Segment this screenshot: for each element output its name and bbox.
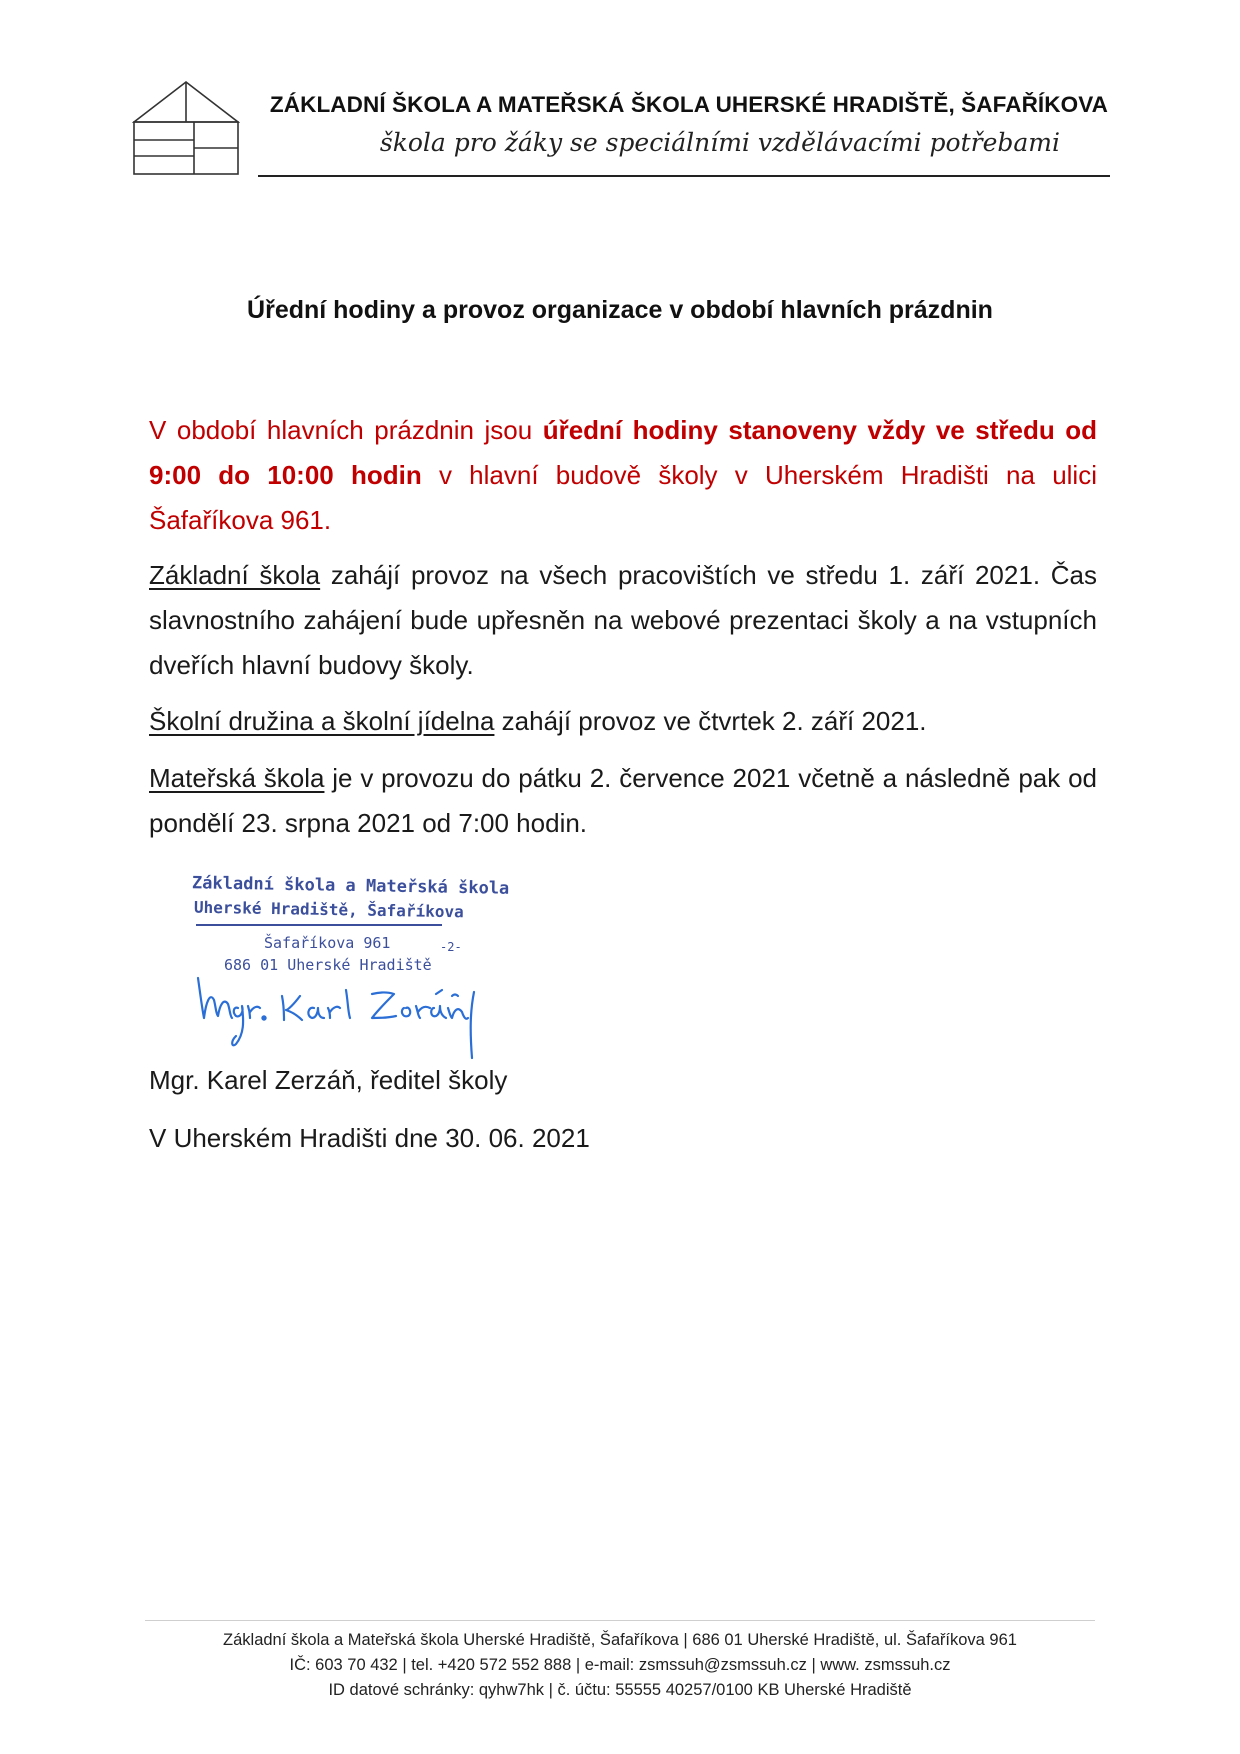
elementary-school-text: zahájí provoz na všech pracovištích ve středu 1. září 2021. Čas slavnostního zahájení bude upřesněn na webové prezentaci školy a na vstupních dveřích hlavní budovy školy. [149, 560, 1097, 680]
document-date: V Uherském Hradišti dne 30. 06. 2021 [149, 1123, 590, 1153]
after-school-club-label: Školní družina a školní jídelna [149, 706, 495, 736]
stamp-number: -2- [440, 940, 462, 954]
school-name: ZÁKLADNÍ ŠKOLA A MATEŘSKÁ ŠKOLA UHERSKÉ HRADIŠTĚ, ŠAFAŘÍKOVA [269, 92, 1108, 117]
after-school-club-text: zahájí provoz ve čtvrtek 2. září 2021. [494, 706, 927, 736]
stamp-line-2: Uherské Hradiště, Šafaříkova [193, 897, 464, 922]
stamp-underline [196, 924, 442, 926]
footer-divider [145, 1620, 1095, 1621]
office-hours-bold: úřední hodiny stanoveny vždy ve středu od 9:00 do 10:00 hodin [149, 415, 1097, 490]
stamp-line-4: 686 01 Uherské Hradiště [224, 956, 432, 974]
office-hours-location: v hlavní budově školy v Uherském Hradišti na ulici Šafaříkova 961. [149, 460, 1097, 535]
paragraph-elementary-school [149, 553, 1097, 688]
paragraph-kindergarten [149, 756, 1097, 846]
kindergarten-label: Mateřská škola [149, 763, 325, 793]
footer-contacts: IČ: 603 70 432 | tel. +420 572 552 888 | e-mail: zsmssuh@zsmssuh.cz | www. zsmssuh.cz [289, 1656, 951, 1674]
paragraph-office-hours [149, 408, 1097, 543]
signatory-name: Mgr. Karel Zerzáň, ředitel školy [149, 1065, 508, 1095]
signature-icon [190, 972, 480, 1062]
footer-bank-details: ID datové schránky: qyhw7hk | č. účtu: 55555 40257/0100 KB Uherské Hradiště [328, 1681, 912, 1699]
page-title: Úřední hodiny a provoz organizace v období hlavních prázdnin [247, 296, 993, 324]
header-divider [258, 175, 1110, 177]
house-logo-icon [132, 80, 240, 176]
kindergarten-text: je v provozu do pátku 2. července 2021 včetně a následně pak od pondělí 23. srpna 2021 od 7:00 hodin. [149, 763, 1097, 838]
office-hours-intro: V období hlavních prázdnin jsou [149, 415, 543, 445]
stamp-line-3: Šafaříkova 961 [264, 934, 391, 952]
school-stamp [190, 872, 510, 1062]
footer-address: Základní škola a Mateřská škola Uherské Hradiště, Šafaříkova | 686 01 Uherské Hradiště, ul. Šafaříkova 961 [223, 1631, 1017, 1649]
stamp-line-1: Základní škola a Mateřská škola [191, 873, 510, 899]
paragraph-after-school-club [149, 699, 1097, 744]
school-motto: škola pro žáky se speciálními vzdělávacími potřebami [379, 128, 1060, 157]
elementary-school-label: Základní škola [149, 560, 321, 590]
